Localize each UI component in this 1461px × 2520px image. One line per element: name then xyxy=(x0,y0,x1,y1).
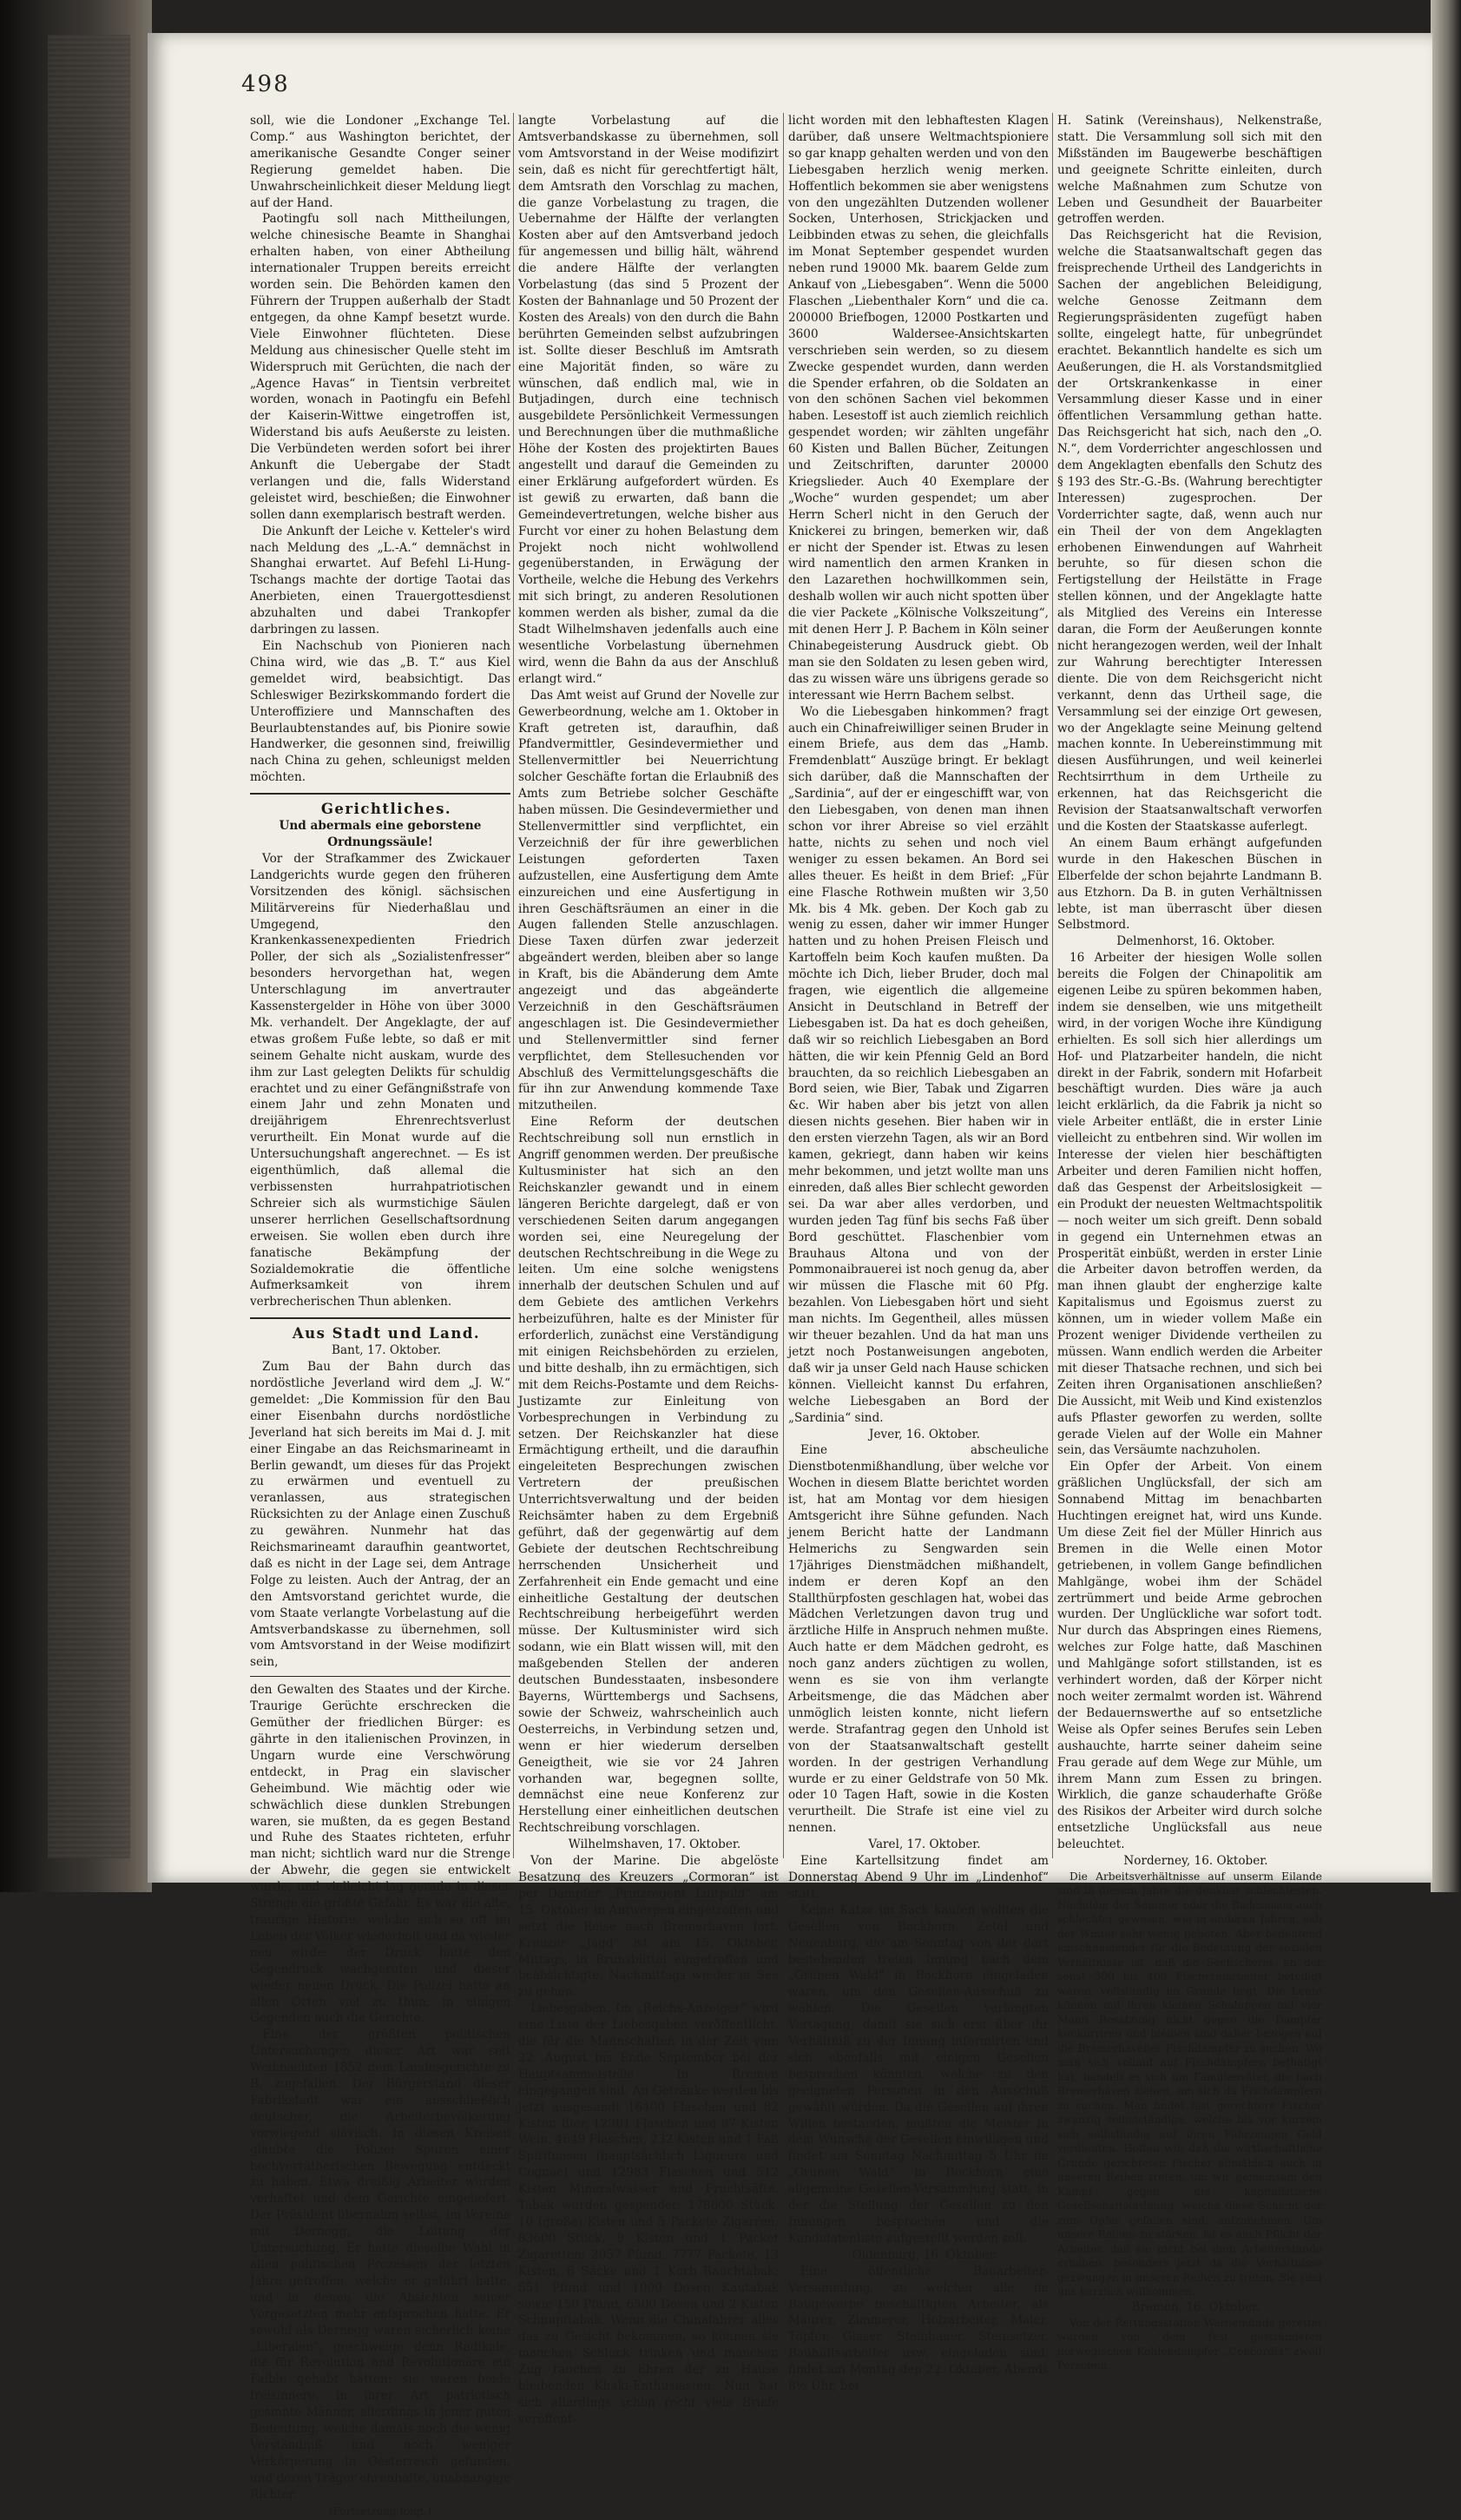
article-text: Liebesgaben. Im „Reichs-Anzeiger“ wird eine Liste der Liebesgaben veröffentlicht, die für die Mannschaften in der Zeit vom 22. August bis Ende September bei der Hauptsammelstelle in Bremen eingegangen sind. An Getränke werden bis jetzt ausgesandt 16400 Flaschen und 82 Kisten Bier, 12301 Flaschen und 87 Kisten Wein, 4649 Flaschen, 232 Kisten und 1 Faß Spirituosen (hauptsächlich Liqueure und Cognac) und 12983 Flaschen und 512 Kisten Mineralwasser und Fruchtsäfte. Tabak wurden gespendet: 178600 Stück, 10 (große) Kisten und 5 Packete Zigarren; 83600 Stück, 9 Kisten und 1 Packet Zigaretten; 2057 Pfund, 7777 Packete, 13 Kisten, 6 Säcke und 1 Korb Rauchtabak; 551 Pfund und 1000 Dosen Kautabak sowie 150 Pfund, 6500 Dosen und 2 Kisten Schnupftabak. Wenn die Chinafahrer alles das zu Gesicht bekommen, so können sie manchen Schluck trinken und manchen Zug rauchen zu Ehren der zu Hause bleibenden Khaki-Enthusiasten. Nun hat sich allerdings schon recht viele Briefe veröffent- xyxy=(518,2002,779,2426)
article-text: Eine öffentliche Bauarbeiter-Versammlung, zu welcher alle im Baugewerbe beschäftigten Arbeiter, als Maurer, Zimmerer, Holzarbeiter, Maler, Töpfer, Glaser, Steinhauer, Steinsetzer, Bauhülfsarbeiter usw. eingeladen sind, findet am Montag den 22. Oktober, Abends 8½ Uhr, bei xyxy=(788,2264,1049,2394)
article-text: Keine Katze im Sack kaufen wollten die Gesellen von Bockhorn, Zetel und Neuenburg, die am Sonntag von der dort bestehenden freien Innung nach dem „Grünen Wald“ in Bockhorn eingeladen waren, um den Gesellen-Ausschuß zu wählen. Die Gesellen verlangten Vertagung, damit sie sich erst über ihr Verhältniß zu der Innung informirten und sich ebenfalls mit einigen Gesellen besprechen könnten, welche zu den geeigneten Personen in den Ausschuß gewählt würden. Da die Gesellen auf ihren Willen bestanden, mußten die Meister in dem Wunsche der Gesellen einwilligen und findet am Sonntag Nachmittag 5 Uhr im „Grünen Wald“ in Bockhorn eine allgemeine Gesellen-Versammlung statt, in der die Stellung der Gesellen zu den Innungen besprochen und die Kandidatenliste aufgestellt werden soll. xyxy=(788,1903,1049,2246)
article-text: Paotingfu soll nach Mittheilungen, welche chinesische Beamte in Shanghai erhalten haben, von einer Abtheilung internationaler Truppen bereits erreicht worden sein. Die Behörden kamen den Führern der Truppen außerhalb der Stadt entgegen, da ohne Kampf besetzt wurde. Viele Einwohner flüchteten. Diese Meldung aus chinesischer Quelle steht im Widerspruch mit Gerüchten, die nach der „Agence Havas“ in Tientsin verbreitet worden, wonach in Paotingfu ein Befehl der Kaiserin-Wittwe eingetroffen ist, Widerstand bis aufs Aeußerste zu leisten. Die Verbündeten werden sofort bei ihrer Ankunft die Uebergabe der Stadt verlangen und die, falls Widerstand geleistet wird, beschießen; die Einwohner sollen dann exemplarisch bestraft werden. xyxy=(250,212,510,522)
column-2 xyxy=(518,113,779,2426)
article-text: Die Arbeitsverhältnisse auf unserm Eilande sind in diesem Jahre die denkbar schlechtesten. Nachdem der Sommer oder die Badesaison auch schlechter gewesen, wie in anderen Jahren, sah der Winter sehr wenig geboten. Aber bedeutend einschneidender für die Bedeutung der sozialen Verhältnisse ist, daß die Seefischerei, an der sonst 300 bis 400 Fischereiarbeiter beteiligt waren, vollständig im Grunde liegt. Die Leute können mit ihren kleinen Schaluppen mit vier Mann Besatzung nicht gegen die Dampfer konkurriren und bleiben sind daher bezogen auf die Bremerhavener Fischdampfer zu suchen. Wo man sich vollauf auf Fischdampfern bethätigt hat, handelt es sich um Familienväter, die nach Bremerhaven ziehen, um sich da Fischdampfern zu suchen. Man findet fast gerechtere Fischer zwanzig selbstständige, welche bis vor kurzem sich selbständig auf ihren Fahrzeugen Geld verdienten. Hoffen wir, daß die wirthschaftliche Grunde gerichteten Fischer allmählich auch in unseren Reihen treten, um wir gemeinsam den Kampf gegen die kapitalistische Gesellschaftsordnung, welche diese Schicht der zum Opfer gefallen sind, aufzunehmen. Um unsere Reihen zu stärken, ist es auch Pflicht der Arbeiter, daß sie nicht bei dem Arbeiterstande erhaben, besonders jetzt da die Verhältnisse gezwungen in unseren Reihen zu treten. Sie sind uns herzlich willkommen. xyxy=(1057,1870,1322,2299)
feuilleton-text: Eine der größten politischen Untersuchungen dieser Art war seit Weihnachten 1852 dem Landesgerichte zu B. zugefallen. Der Bürgerstand dieser Fabrikstadt war ein ausschließlich deutscher, die Arbeiterbevölkerung vorwiegend slavisch. In diesen Kreisen glaubte die Polizei Spuren einer hochverrätherischen Bewegung entdeckt zu haben. Etwa dreißig Arbeiter wurden verhaftet und dem Gerichte eingeliefert. Der Präsident übernahm selbst, im Vereine mit Dernegg, die Leitung der Untersuchung. Er hatte dieselbe Wahl in allen politischen Prozessen der letzten Jahre getroffen, welche er geführt hatte, und in denen die Absichten seiner Vorgesetzten mehr entsprochen hatte. Er sowohl als Dernegg waren sicherlich keine „Liberalen“, geschweige denn Radikale, die für Revolution und Revolutionäre ein Faible gehabt hätten; sie waren beide freisinnere, in ihrer Art patriotisch gesinnte Männer, allerdings in jener guten Bedeutung, welche damals noch die wenig Verständniß und noch weniger Verkörperung in Oesterreich gefunden, und deren Träger ehrenhafte, unabhängige Richter. xyxy=(250,2028,510,2502)
column-rule xyxy=(513,113,514,1858)
feuilleton-text: den Gewalten des Staates und der Kirche. Traurige Gerüchte erschrecken die Gemüther der friedlichen Bürger: es gährte in den italienischen Provinzen, in Ungarn wurde eine Verschwörung entdeckt, in Prag ein slavischer Geheimbund. Wie mächtig oder wie schwächlich diese dunklen Strebungen waren, sie mußten, da es gegen Bestand und Ruhe des Staates richteten, erfuhr man nicht; sichtlich ward nur die Strenge der Abwehr, die gegen sie entwickelt wurde, und vielleicht lag gerade in dieser Strenge die größte Gefahr. Es war die alte, traurige Historie, welche sich so oft im Leben der Völker wiederholt und da wieder neu wirde: der Druck hatte den Gegendruck wachgerufen und dieser wieder neuen Druck. Die Polizei hatte an allen Orten viel zu thun, in einigen Gegenden auch die Gerichte. xyxy=(250,1683,510,2026)
feuilleton-divider xyxy=(250,1676,510,1677)
article-text: Eine Kartellsitzung findet am Donnerstag Abend 9 Uhr im „Lindenhof“ statt. xyxy=(788,1854,1049,1901)
dateline: Norderney, 16. Oktober. xyxy=(1123,1854,1268,1869)
article-text: Eine abscheuliche Dienstbotenmißhandlung, über welche vor Wochen in diesem Blatte berichtet worden ist, hat am Montag vor dem hiesigen Amtsgericht ihre Sühne gefunden. Nach jenem Bericht hatte der Landmann Helmerichs zu Sengwarden sein 17jähriges Dienstmädchen mißhandelt, indem er deren Kopf an den Stallthürpfosten geschlagen hat, wobei das Mädchen Verletzungen davon trug und ärztliche Hilfe in Anspruch nehmen mußte. Auch hatte er dem Mädchen gedroht, es noch ganz anders züchtigen zu wollen, wenn es sie von ihm verlangte Arbeitsmenge, die das Mädchen aber unmöglich leisten konnte, nicht liefern werde. Strafantrag gegen den Unhold ist von der Staatsanwaltschaft gestellt worden. In der gestrigen Verhandlung wurde er zu einer Geldstrafe von 50 Mk. oder 10 Tagen Haft, sowie in die Kosten verurtheilt. Die Strafe ist eine viel zu nennen. xyxy=(788,1443,1049,1836)
page-number: 498 xyxy=(241,71,290,97)
article-text: Ein Nachschub von Pionieren nach China wird, wie das „B. T.“ aus Kiel gemeldet wird, beabsichtigt. Das Schleswiger Bezirkskommando fordert die Unteroffiziere und Mannschaften des Beurlaubtenstandes auf, bis Pionire sowie Handwerker, die gesonnen sind, freiwillig nach China zu gehen, schleunigst melden möchten. xyxy=(250,639,510,785)
page-edge xyxy=(1431,0,1461,1892)
section-divider xyxy=(250,1317,510,1319)
section-divider xyxy=(250,793,510,795)
dateline: Jever, 16. Oktober. xyxy=(869,1427,980,1441)
section-heading: Aus Stadt und Land. xyxy=(292,1325,481,1342)
article-text: Das Amt weist auf Grund der Novelle zur Gewerbeordnung, welche am 1. Oktober in Kraft getreten ist, daraufhin, daß Pfandvermittler, Gesindevermiether und Stellenvermittler bei Neuerrichtung solcher Geschäfte fortan die Erlaubniß des Amts zum Betriebe solcher Geschäfte haben müssen. Die Gesindevermiether und Stellenvermittler sind verpflichtet, ein Verzeichniß der für ihre gewerblichen Leistungen geforderten Taxen aufzustellen, eine Ausfertigung dem Amte einzureichen und eine Ausfertigung in ihren Geschäftsräumen an einer in die Augen fallenden Stelle anzuschlagen. Diese Taxen dürfen zwar jederzeit abgeändert werden, bleiben aber so lange in Kraft, bis die Abänderung dem Amte angezeigt und das abgeänderte Verzeichniß in den Geschäftsräumen angeschlagen ist. Die Gesindevermiether und Stellenvermittler sind ferner verpflichtet, dem Stellesuchenden vor Abschluß des Vermittelungsgeschäfts die für ihn zur Anwendung kommende Taxe mitzutheilen. xyxy=(518,688,779,1113)
column-1 xyxy=(250,113,510,2517)
binding-texture xyxy=(48,35,130,1858)
column-3 xyxy=(788,113,1049,2394)
article-text: Die Ankunft der Leiche v. Ketteler's wird nach Meldung des „L.-A.“ demnächst in Shanghai erwartet. Auf Befehl Li-Hung-Tschangs machte der dortige Taotai das Anerbieten, einen Trauergottesdienst abzuhalten und dabei Trankopfer darbringen zu lassen. xyxy=(250,524,510,637)
article-text: Ein Opfer der Arbeit. Von einem gräßlichen Unglücksfall, der sich am Sonnabend Mittag im benachbarten Huchtingen ereignet hat, wird uns Kunde. Um diese Zeit fiel der Müller Hinrich aus Bremen in die Welle einen Motor getriebenen, in vollem Gange befindlichen Mahlgänge, wobei ihm der Schädel zertrümmert und beide Arme gebrochen wurden. Der Unglückliche war sofort todt. Nur durch das Abspringen eines Riemens, welches zur Folge hatte, daß Maschinen und Mahlgänge sofort stillstanden, ist es verhindert worden, daß der Körper nicht noch weiter zermalmt worden ist. Während der Bedauernswerthe auf so entsetzliche Weise als Opfer seines Berufes sein Leben aushauchte, harrte seiner daheim seine Frau gerade auf dem Wege zur Mühle, um ihrem Mann zum Essen zu bringen. Wirklich, die ganze schauderhafte Größe des Risikos der Arbeiter wird durch solche entsetzliche Unglücksfall aus neue beleuchtet. xyxy=(1057,1460,1322,1852)
article-text: soll, wie die Londoner „Exchange Tel. Comp.“ aus Washington berichtet, der amerikanische Gesandte Conger seiner Regierung gemeldet haben. Die Unwahrscheinlichkeit dieser Meldung liegt auf der Hand. xyxy=(250,114,510,210)
article-text: An einem Baum erhängt aufgefunden wurde in den Hakeschen Büschen in Elberfelde der schon bejahrte Landmann B. aus Etzhorn. Da B. in guten Verhältnissen lebte, ist man überrascht über diesen Selbstmord. xyxy=(1057,835,1322,933)
dateline: Wilhelmshaven, 17. Oktober. xyxy=(568,1837,741,1852)
column-rule xyxy=(783,113,784,1858)
article-subheading: Und abermals eine geborstene Ordnungssäule! xyxy=(279,819,482,849)
continued-note: (Fortsetzung folgt.) xyxy=(329,2504,431,2517)
dateline: Delmenhorst, 16. Oktober. xyxy=(1116,934,1275,949)
dateline: Oldenburg, 16. Oktober. xyxy=(852,2247,997,2262)
dateline: Bremen, 16. Oktober. xyxy=(1131,2299,1260,2314)
dateline: Bant, 17. Oktober. xyxy=(332,1343,441,1358)
article-text: Von der Marine. Die abgelöste Besatzung des Kreuzers „Cormoran“ ist per Dampfer „Prinzregent Luitpold“ am 15. Oktober in Antwerpen eingetroffen und setzt die Reise nach Bremerhaven fort. Kreuzer „Jagd“ ist am 15. Oktober, Mittags, in Brunsbüttel eingetroffen und beabsichtigte, Nachmittags wieder in See zu gehen. xyxy=(518,1854,779,2000)
article-text: Eine Reform der deutschen Rechtschreibung soll nun ernstlich in Angriff genommen werden. Der preußische Kultusminister hat sich an den Reichskanzler gewandt und in einem längeren Berichte dargelegt, daß er von verschiedenen Seiten darum angegangen worden sei, eine Neuregelung der deutschen Rechtschreibung in die Wege zu leiten. Um eine solche wenigstens innerhalb der deutschen Schulen und auf dem Gebiete des amtlichen Verkehrs herbeizuführen, halte es der Minister für erforderlich, zunächst eine Verständigung mit einigen Reichsbehörden zu erzielen, und bitte deshalb, ihn zu ermächtigen, sich mit dem Reichs-Postamte und dem Reichs-Justizamte zur Einleitung von Vorbesprechungen in Verbindung zu setzen. Der Reichskanzler hat diese Ermächtigung ertheilt, und die daraufhin eingeleiteten Besprechungen zwischen Vertretern der preußischen Unterrichtsverwaltung und der beiden Reichsämter haben zu dem Ergebniß geführt, daß der gegenwärtig auf dem Gebiete der deutschen Rechtschreibung herrschenden Unsicherheit und Zerfahrenheit ein Ende gemacht und eine einheitliche Gestaltung der deutschen Rechtschreibung herbeigeführt werden müsse. Der Kultusminister wird sich sodann, wie ein Blatt wissen will, mit den maßgebenden Stellen der anderen deutschen Bundesstaaten, insbesondere Bayerns, Württembergs und Sachsens, sowie der Schweiz, wahrscheinlich auch Oesterreichs, in Verbindung setzen und, wenn er hier wiederum derselben Geneigtheit, wie sie vor 24 Jahren vorhanden war, begegnen sollte, demnächst eine neue Konferenz zur Herstellung einer einheitlichen deutschen Rechtschreibung vorschlagen. xyxy=(518,1115,779,1836)
article-text: Vor der Strafkammer des Zwickauer Landgerichts wurde gegen den früheren Vorsitzenden des königl. sächsischen Militärvereins für Niederhaßlau und Umgegend, den Krankenkassenexpedienten Friedrich Poller, der sich als „Sozialistenfresser“ besonders hervorgethan hat, wegen Unterschlagung im anvertrauter Kassenstergelder in Höhe von über 3000 Mk. verhandelt. Der Angeklagte, der auf etwas großem Fuße lebte, so daß er mit seinem Gehalte nicht auskam, wurde des ihm zur Last gelegten Delikts für schuldig erachtet und zu einer Gefängnißstrafe von einem Jahr und zehn Monaten und dreijährigem Ehrenrechtsverlust verurtheilt. Ein Monat wurde auf die Untersuchungshaft angerechnet. — Es ist eigenthümlich, daß allemal die verbissensten hurrahpatriotischen Schreier sich als wurmstichige Säulen unserer herrlichen Gesellschaftsordnung erweisen. Sie wollen eben durch ihre fanatische Bekämpfung der Sozialdemokratie die öffentliche Aufmerksamkeit von ihrem verbrecherischen Thun ablenken. xyxy=(250,851,510,1309)
article-text: langte Vorbelastung auf die Amtsverbandskasse zu übernehmen, soll vom Amtsvorstand in der Weise modifizirt sein, daß es nicht für gerechtfertigt hält, dem Amtsrath den Vorschlag zu machen, die ganze Vorbelastung zu tragen, die Uebernahme der Hälfte der verlangten Kosten aber auf den Amtsverband jedoch für angemessen und billig hält, während die andere Hälfte der verlangten Vorbelastung (das sind 5 Prozent der Kosten der Bahnanlage und 50 Prozent der Kosten des Areals) von den durch die Bahn berührten Gemeinden selbst aufzubringen ist. Sollte dieser Beschluß im Amtsrath eine Majorität finden, so wäre zu wünschen, daß endlich mal, wie in Butjadingen, durch eine technisch ausgebildete Persönlichkeit Vermessungen und Berechnungen über die muthmaßliche Höhe der Kosten des projektirten Baues angestellt und darauf die Gemeinden zu einer Erklärung aufgefordert würden. Es ist gewiß zu erwarten, daß bann die Gemeindevertretungen, welche bisher aus Furcht vor einer zu hohen Belastung dem Projekt noch nicht wohlwollend gegenüberstanden, in Erwägung der Vortheile, welche die Hebung des Verkehrs mit sich bringt, zu anderen Resolutionen kommen werden als bisher, zumal da die Stadt Wilhelmshaven jedenfalls auch eine wesentliche Vorbelastung übernehmen wird, wenn die Bahn da aus der Anschluß erlangt wird.“ xyxy=(518,114,779,686)
article-text: Wo die Liebesgaben hinkommen? fragt auch ein Chinafreiwilliger seinen Bruder in einem Briefe, aus dem das „Hamb. Fremdenblatt“ Auszüge bringt. Er beklagt sich darüber, daß die Mannschaften der „Sardinia“, auf der er eingeschifft war, von den Liebesgaben, von denen man ihnen schon vor ihrer Abreise so viel erzählt hatte, nichts zu sehen und noch viel weniger zu essen bekamen. An Bord sei alles theuer. Es heißt in dem Brief: „Für eine Flasche Rothwein mußten wir 3,50 Mk. bis 4 Mk. geben. Der Koch gab zu wenig zu essen, daher wir immer Hunger hatten und zu hohen Preisen Fleisch und Kartoffeln beim Koch kaufen mußten. Da möchte ich Dich, lieber Bruder, doch mal fragen, wie eigentlich die allgemeine Ansicht in Deutschland in Betreff der Liebesgaben ist. Da hat es doch geheißen, daß wir so reichlich Liebesgaben an Bord hätten, die wir kein Pfennig Geld an Bord brauchten, da so reichlich Liebesgaben an Bord seien, wie Bier, Tabak und Zigarren &c. Wir haben aber bis jetzt von allen diesen nichts gesehen. Bier haben wir in den ersten vierzehn Tagen, als wir an Bord kamen, gekriegt, dann haben wir keins mehr bekommen, und jetzt wollte man uns einreden, daß alles Bier schlecht geworden sei. Da war aber alles verdorben, und wurden jeden Tag fünf bis sechs Faß über Bord geschüttet. Flaschenbier vom Brauhaus Altona und von der Pommonaibrauerei ist noch genug da, aber wir müssen die Flasche mit 60 Pfg. bezahlen. Von Liebesgaben hört und sieht man nichts. Im Gegentheil, alles müssen wir theuer bezahlen. Und da hat man uns jetzt noch Postanweisungen angeboten, daß wir ja unser Geld nach Hause schicken können. Vielleicht kannst Du erfahren, welche Liebesgaben an Bord der „Sardinia“ sind. xyxy=(788,704,1049,1425)
article-text: Von der Rettungsstation Warnemünde gerettet wurden von dem fest gestrandeten norwegischen Kohlendampfer „Concordia“ zwölf Personen. xyxy=(1057,2316,1322,2372)
section-heading: Gerichtliches. xyxy=(320,801,452,818)
article-text: 16 Arbeiter der hiesigen Wolle sollen bereits die Folgen der Chinapolitik am eigenen Leibe zu spüren bekommen haben, indem sie denselben, wie uns mitgetheilt wird, in der vorigen Woche ihre Kündigung erhielten. Es soll sich hier allerdings um Hof- und Platzarbeiter handeln, die nicht direkt in der Fabrik, sondern mit Hofarbeit beschäftigt wurden. Dies wäre ja auch leicht erklärlich, da die Fabrik ja nicht so viele Arbeiter entläßt, die in erster Linie vielleicht zu entbehren sind. Wir wollen im Interesse der vielen hier beschäftigten Arbeiter und deren Familien nicht hoffen, daß das Gespenst der Arbeitslosigkeit — ein Produkt der neuesten Weltmachtspolitik — noch weiter um sich greift. Denn sobald in gegend ein Unternehmen etwas an Prosperität einbüßt, werden in erster Linie die Arbeiter davon betroffen werden, da man ihnen glaubt der engherzige kalte Kapitalismus und Egoismus zuerst zu können, um in wieder vollem Maße ein Prozent weniger Dividende vertheilen zu müssen. Wann endlich werden die Arbeiter mit dieser Thatsache rechnen, und sich bei Zeiten ihren Organisationen anschließen? Die Aussicht, mit Weib und Kind existenzlos aufs Pflaster geworfen zu werden, sollte gerade Vielen auf der Wolle ein Mahner sein, das Versäumte nachzuholen. xyxy=(1057,951,1322,1458)
article-text: licht worden mit den lebhaftesten Klagen darüber, daß unsere Weltmachtspioniere so gar knapp gehalten werden und von den Liebesgaben herzlich wenig merken. Hoffentlich bekommen sie aber wenigstens von den ungezählten Dutzenden wollener Socken, Unterhosen, Strickjacken und Leibbinden etwas zu sehen, die gleichfalls im Monat September gespendet wurden neben rund 19000 Mk. baarem Gelde zum Ankauf von „Liebesgaben“. Wenn die 5000 Flaschen „Liebenthaler Korn“ und die ca. 200000 Briefbogen, 12000 Postkarten und 3600 Waldersee-Ansichtskarten verschrieben sein werden, so zu diesem Zwecke gespendet wurden, dann werden die Spender erfahren, ob die Soldaten an von den schönen Sachen viel bekommen haben. Lesestoff ist auch ziemlich reichlich gespendet worden; wir zählten ungefähr 60 Kisten und Ballen Bücher, Zeitungen und Zeitschriften, darunter 20000 Kriegslieder. Auch 40 Exemplare der „Woche“ wurden gespendet; um aber Herrn Scherl nicht in den Geruch der Knickerei zu bringen, bemerken wir, daß er nicht der Spender ist. Etwas zu lesen wird namentlich den armen Kranken in den Lazarethen hochwillkommen sein, deshalb wollen wir auch nicht spotten über die vier Packete „Kölnische Volkszeitung“, mit denen Herr J. P. Bachem in Köln seiner Chinabegeisterung Ausdruck giebt. Ob man sie den Soldaten zu lesen geben wird, das zu wissen wäre uns übrigens gerade so interessant wie Herrn Bachem selbst. xyxy=(788,114,1049,703)
dateline: Varel, 17. Oktober. xyxy=(868,1837,981,1852)
article-text: Zum Bau der Bahn durch das nordöstliche Jeverland wird dem „J. W.“ gemeldet: „Die Kommission für den Bau einer Eisenbahn durchs nordöstliche Jeverland hat sich bereits im Mai d. J. mit einer Eingabe an das Reichsmarineamt in Berlin gewandt, um dieses für das Projekt zu erwärmen und eventuell zu veranlassen, aus strategischen Rücksichten zu der Anlage einen Zuschuß zu gewähren. Nunmehr hat das Reichsmarineamt daraufhin geantwortet, daß es nicht in der Lage sei, dem Antrage Folge zu leisten. Auch der Antrag, der an den Amtsvorstand gerichtet wurde, die vom Staate verlangte Vorbelastung auf die Amtsverbandskasse zu übernehmen, soll vom Amtsvorstand in der Weise modifizirt sein, xyxy=(250,1360,510,1670)
column-rule xyxy=(1052,113,1053,1858)
article-text: H. Satink (Vereinshaus), Nelkenstraße, statt. Die Versammlung soll sich mit den Mißständen im Baugewerbe beschäftigen und geeignete Schritte einleiten, durch welche Maßnahmen zum Schutze von Leben und Gesundheit der Bauarbeiter getroffen werden. xyxy=(1057,114,1322,227)
column-4 xyxy=(1057,113,1322,2372)
article-text: Das Reichsgericht hat die Revision, welche die Staatsanwaltschaft gegen das freisprechende Urtheil des Landgerichts in Sachen der angeblichen Beleidigung, welche Genosse Zeitmann dem Regierungspräsidenten zugefügt haben sollte, eingelegt hatte, für unbegründet erachtet. Bekanntlich handelte es sich um Aeußerungen, die H. als Vorstandsmitglied der Ortskrankenkasse in einer Versammlung dieser Kasse und in einer öffentlichen Versammlung gethan hatte. Das Reichsgericht hat sich, nach den „O. N.“, dem Vorderrichter angeschlossen und dem Angeklagten ebenfalls den Schutz des § 193 des Str.-G.-Bs. (Wahrung berechtigter Interessen) zugesprochen. Der Vorderrichter sagte, daß, wenn auch nur ein Theil der von dem Angeklagten erhobenen Einwendungen auf Wahrheit beruhte, so für diesen schon die Fertigstellung der Heilstätte in Frage stellen können, und der Angeklagte hatte als Mitglied des Vereins ein Interesse daran, die Form der Aeußerungen konnte nicht herangezogen werden, weil der Inhalt zur Wahrung berechtigter Interessen diente. Die von dem Reichsgericht nicht verkannt, denn das Urtheil sage, die Versammlung sei der einzige Ort gewesen, wo der Angeklagte seine Meinung geltend machen konnte. In Uebereinstimmung mit diesen Ausführungen, und weil keinerlei Rechtsirrthum in dem Urtheile zu erkennen, hat das Reichsgericht die Revision der Staatsanwaltschaft verworfen und die Kosten der Staatskasse auferlegt. xyxy=(1057,228,1322,834)
newspaper-page xyxy=(148,33,1432,2517)
